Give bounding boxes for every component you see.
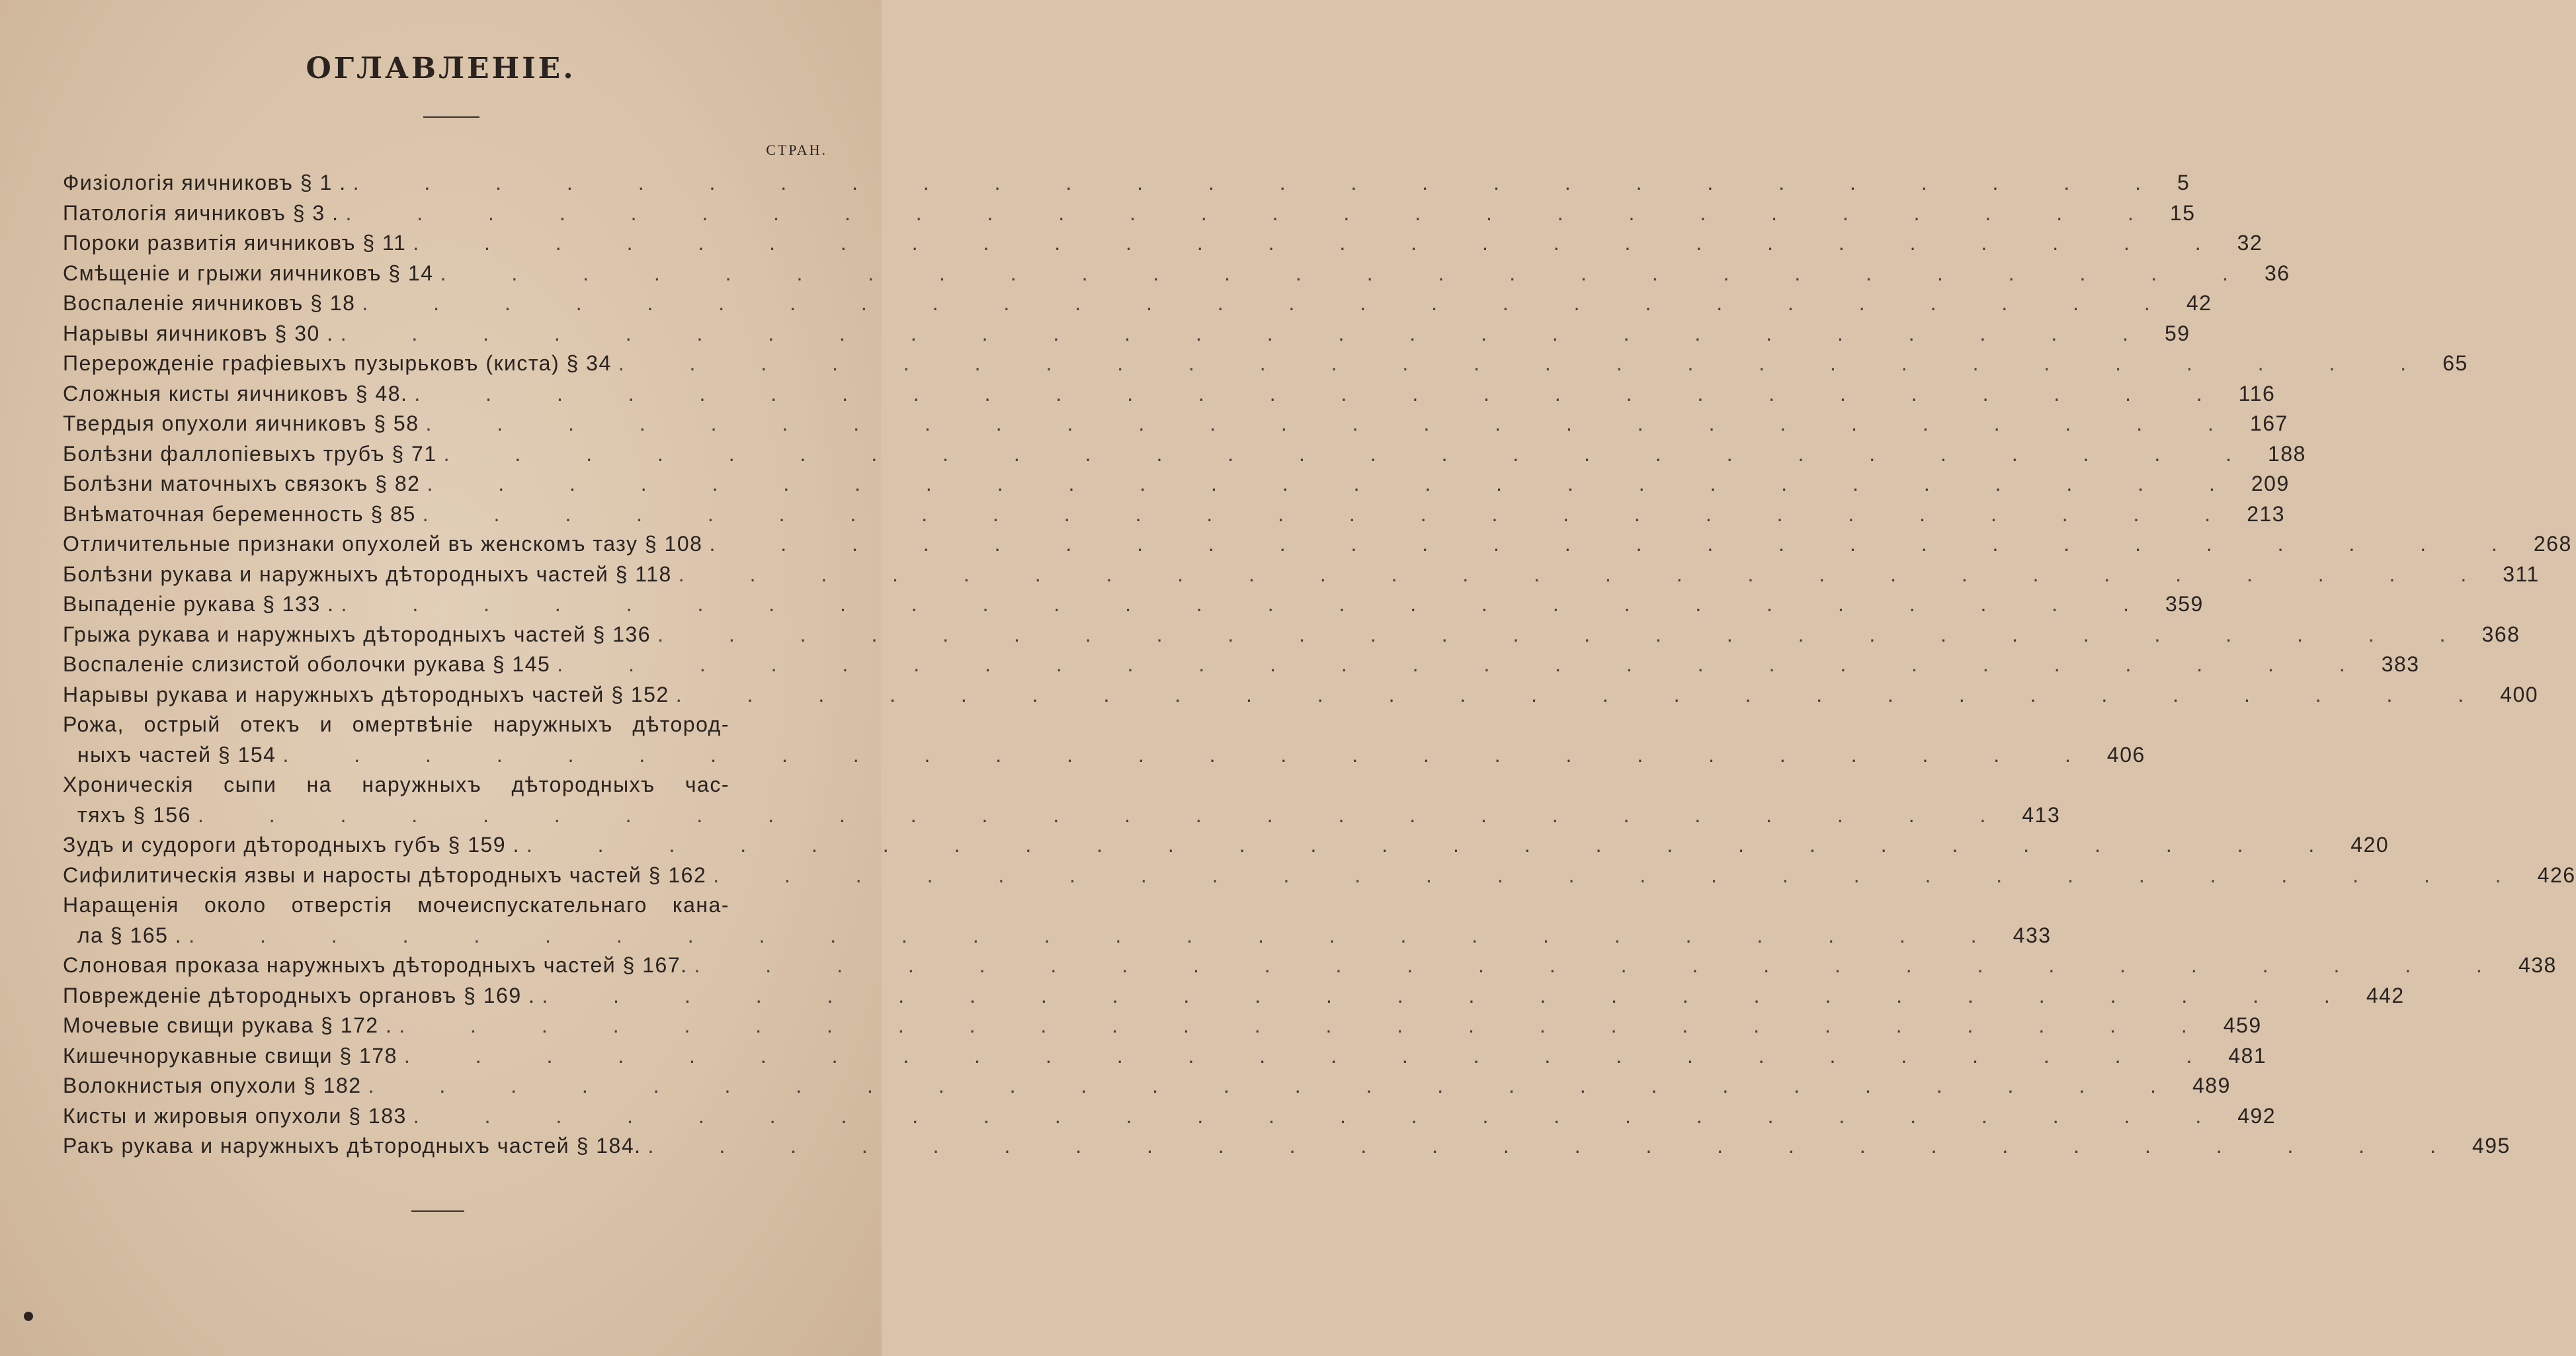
leader-dots: . . . . . . . . . . . . . . . . . . . . . . . . . . bbox=[197, 802, 2016, 827]
toc-entry bbox=[63, 861, 2576, 891]
toc-entry-page: 413 bbox=[2022, 802, 2061, 827]
toc-entry bbox=[63, 981, 2405, 1011]
toc-entry-page: 438 bbox=[2518, 953, 2557, 977]
toc-entry-label: Кисты и жировыя опухоли § 183 bbox=[63, 1103, 407, 1128]
toc-entry-page: 495 bbox=[2472, 1134, 2511, 1158]
toc-entry-label: Нарывы яичниковъ § 30 . bbox=[63, 321, 334, 345]
toc-entry-label: Грыжа рукава и наружныхъ дѣтородныхъ частей § 136 bbox=[63, 622, 651, 646]
toc-entry bbox=[63, 680, 2539, 710]
leader-dots: . . . . . . . . . . . . . . . . . . . . . . . . . . bbox=[362, 291, 2180, 315]
toc-entry-page: 406 bbox=[2106, 742, 2145, 767]
toc-entry-page: 492 bbox=[2237, 1103, 2276, 1128]
toc-entry-label: Внѣматочная беременность § 85 bbox=[63, 501, 416, 526]
toc-entry-label-line1: Рожа, острый отекъ и омертвѣніе наружныхъ дѣтород- bbox=[63, 712, 729, 736]
leader-dots: . . . . . . . . . . . . . . . . . . . . . . . . . . bbox=[345, 200, 2163, 225]
toc-entry-label-line1: Хроническія сыпи на наружныхъ дѣтородныхъ час- bbox=[63, 773, 729, 796]
toc-entry bbox=[63, 319, 2190, 349]
toc-entry-label: Перерожденіе графіевыхъ пузырьковъ (киста) § 34 bbox=[63, 351, 612, 375]
toc-entry bbox=[63, 499, 2286, 530]
bottom-divider bbox=[411, 1210, 464, 1212]
toc-entry bbox=[63, 1101, 2276, 1132]
leader-dots: . . . . . . . . . . . . . . . . . . . . . . . . . . bbox=[709, 532, 2527, 556]
toc-entry-page: 32 bbox=[2237, 231, 2263, 255]
toc-entry bbox=[63, 951, 2557, 981]
toc-entry bbox=[63, 259, 2290, 289]
toc-entry-page: 359 bbox=[2165, 592, 2204, 616]
toc-entry-label: Зудъ и судороги дѣтородныхъ губъ § 159 . bbox=[63, 833, 520, 857]
leader-dots: . . . . . . . . . . . . . . . . . . . . . . . . . . bbox=[413, 1103, 2231, 1128]
toc-entry-page: 42 bbox=[2186, 291, 2212, 315]
toc-entry-label: Патологія яичниковъ § 3 . bbox=[63, 200, 339, 225]
leader-dots: . . . . . . . . . . . . . . . . . . . . . . . . . . bbox=[427, 472, 2245, 495]
toc-entry bbox=[63, 168, 2190, 198]
toc-entry bbox=[63, 379, 2276, 409]
leader-dots: . . . . . . . . . . . . . . . . . . . . . . . . . . bbox=[425, 411, 2243, 435]
toc-entry-page: 481 bbox=[2228, 1043, 2267, 1068]
leader-dots: . . . . . . . . . . . . . . . . . . . . . . . . . . bbox=[440, 261, 2258, 285]
toc-entry-page: 368 bbox=[2481, 622, 2520, 646]
toc-entry-page: 116 bbox=[2238, 381, 2276, 405]
title-divider bbox=[423, 116, 479, 118]
toc-entry-label: Ракъ рукава и наружныхъ дѣтородныхъ частей § 184. bbox=[63, 1134, 642, 1158]
toc-entry bbox=[63, 198, 2196, 229]
toc-entry-page: 188 bbox=[2268, 441, 2306, 466]
leader-dots: . . . . . . . . . . . . . . . . . . . . . . . . . . bbox=[353, 171, 2171, 194]
toc-entry-page: 383 bbox=[2381, 652, 2420, 676]
leader-dots: . . . . . . . . . . . . . . . . . . . . . . . . . . bbox=[443, 441, 2262, 466]
toc-entry-page: 268 bbox=[2533, 532, 2572, 556]
leader-dots: . . . . . . . . . . . . . . . . . . . . . . . . . . bbox=[657, 622, 2475, 646]
leader-dots: . . . . . . . . . . . . . . . . . . . . . . . . . . bbox=[542, 983, 2360, 1007]
toc-entry bbox=[63, 589, 2204, 620]
toc-entry bbox=[63, 620, 2520, 650]
ink-spot bbox=[24, 1312, 33, 1321]
leader-dots: . . . . . . . . . . . . . . . . . . . . . . . . . . bbox=[713, 863, 2531, 887]
toc-entry-page: 433 bbox=[2013, 923, 2052, 947]
toc-entry bbox=[63, 228, 2263, 259]
toc-entry-page: 59 bbox=[2164, 321, 2190, 345]
toc-entry-page: 15 bbox=[2169, 200, 2196, 225]
toc-entry-label: Мочевые свищи рукава § 172 . bbox=[63, 1013, 393, 1037]
toc-entry bbox=[63, 1011, 2262, 1041]
leader-dots: . . . . . . . . . . . . . . . . . . . . . . . . . . bbox=[282, 742, 2100, 767]
leader-dots: . . . . . . . . . . . . . . . . . . . . . . . . . . bbox=[557, 652, 2375, 676]
toc-entry-label: Выпаденіе рукава § 133 . bbox=[63, 592, 335, 616]
toc-entry-label: Кишечнорукавные свищи § 178 bbox=[63, 1043, 397, 1068]
leader-dots: . . . . . . . . . . . . . . . . . . . . . . . . . . bbox=[675, 682, 2494, 706]
toc-entry-page: 36 bbox=[2264, 261, 2290, 285]
toc-entry bbox=[63, 439, 2306, 470]
toc-entry-label: Отличительные признаки опухолей въ женскомъ тазу § 108 bbox=[63, 532, 703, 556]
leader-dots: . . . . . . . . . . . . . . . . . . . . . . . . . . bbox=[399, 1013, 2217, 1037]
toc-entry-label: Смѣщеніе и грыжи яичниковъ § 14 bbox=[63, 261, 434, 285]
toc-entry-page: 5 bbox=[2177, 171, 2190, 194]
toc-entry bbox=[63, 830, 2389, 861]
toc-entry-page: 213 bbox=[2247, 501, 2286, 526]
toc-entry-label-line2: ныхъ частей § 154 bbox=[77, 742, 276, 767]
toc-entry bbox=[63, 770, 2061, 830]
toc-entry bbox=[63, 650, 2420, 680]
toc-entry-page: 311 bbox=[2503, 562, 2540, 586]
toc-entry bbox=[63, 1071, 2231, 1101]
toc-entry-label: Болѣзни маточныхъ связокъ § 82 bbox=[63, 472, 421, 495]
toc-entry-line2 bbox=[63, 740, 2145, 771]
page-title: ОГЛАВЛЕНІЕ. bbox=[306, 52, 576, 85]
leader-dots: . . . . . . . . . . . . . . . . . . . . . . . . . . bbox=[526, 833, 2345, 857]
toc-entry-label: Твердыя опухоли яичниковъ § 58 bbox=[63, 411, 419, 435]
toc-entry bbox=[63, 349, 2468, 379]
toc-entry-label: Слоновая проказа наружныхъ дѣтородныхъ частей § 167. bbox=[63, 953, 688, 977]
toc-entry-page: 489 bbox=[2192, 1074, 2231, 1097]
toc-entry bbox=[63, 409, 2288, 439]
leader-dots: . . . . . . . . . . . . . . . . . . . . . . . . . . bbox=[188, 923, 2007, 947]
table-of-contents bbox=[63, 168, 2576, 1162]
toc-entry-page: 442 bbox=[2366, 983, 2405, 1007]
toc-entry bbox=[63, 560, 2540, 590]
leader-dots: . . . . . . . . . . . . . . . . . . . . . . . . . . bbox=[340, 321, 2158, 345]
toc-entry-label: Поврежденіе дѣтородныхъ органовъ § 169 . bbox=[63, 983, 536, 1007]
leader-dots: . . . . . . . . . . . . . . . . . . . . . . . . . . bbox=[694, 953, 2512, 977]
toc-entry-label: Сложныя кисты яичниковъ § 48. bbox=[63, 381, 408, 405]
leader-dots: . . . . . . . . . . . . . . . . . . . . . . . . . . bbox=[647, 1134, 2466, 1158]
toc-entry-label-line2: тяхъ § 156 bbox=[77, 802, 191, 827]
leader-dots: . . . . . . . . . . . . . . . . . . . . . . . . . . bbox=[368, 1074, 2186, 1097]
toc-entry-page: 426 bbox=[2537, 863, 2576, 887]
toc-entry-label: Сифилитическія язвы и наросты дѣтородныхъ частей § 162 bbox=[63, 863, 707, 887]
toc-entry-label: Пороки развитія яичниковъ § 11 bbox=[63, 231, 407, 255]
toc-entry bbox=[63, 469, 2290, 499]
toc-entry-label-line1: Наращенія около отверстія мочеиспускательнаго кана- bbox=[63, 893, 729, 917]
toc-entry-page: 400 bbox=[2500, 682, 2539, 706]
leader-dots: . . . . . . . . . . . . . . . . . . . . . . . . . . bbox=[403, 1043, 2222, 1068]
toc-entry-label-line2: ла § 165 . bbox=[77, 923, 183, 947]
toc-entry-page: 459 bbox=[2223, 1013, 2262, 1037]
toc-entry-label: Нарывы рукава и наружныхъ дѣтородныхъ частей § 152 bbox=[63, 682, 669, 706]
toc-entry-label: Болѣзни рукава и наружныхъ дѣтородныхъ частей § 118 bbox=[63, 562, 672, 586]
toc-entry-line2 bbox=[63, 921, 2052, 951]
toc-entry-label: Воспаленіе слизистой оболочки рукава § 145 bbox=[63, 652, 551, 676]
page-column-header: СТРАН. bbox=[766, 142, 827, 158]
toc-entry-page: 420 bbox=[2350, 833, 2389, 857]
leader-dots: . . . . . . . . . . . . . . . . . . . . . . . . . . bbox=[413, 231, 2231, 255]
leader-dots: . . . . . . . . . . . . . . . . . . . . . . . . . . bbox=[414, 381, 2232, 405]
toc-entry-label: Болѣзни фаллопіевыхъ трубъ § 71 bbox=[63, 441, 437, 466]
toc-entry-label: Волокнистыя опухоли § 182 bbox=[63, 1074, 362, 1097]
toc-entry bbox=[63, 1131, 2511, 1162]
toc-entry-page: 209 bbox=[2251, 472, 2290, 495]
toc-entry bbox=[63, 288, 2212, 319]
toc-entry-label: Физіологія яичниковъ § 1 . bbox=[63, 171, 347, 194]
leader-dots: . . . . . . . . . . . . . . . . . . . . . . . . . . bbox=[341, 592, 2159, 616]
toc-entry bbox=[63, 890, 2052, 951]
toc-entry bbox=[63, 1041, 2267, 1072]
toc-entry bbox=[63, 710, 2145, 770]
leader-dots: . . . . . . . . . . . . . . . . . . . . . . . . . . bbox=[618, 351, 2436, 375]
toc-entry-page: 65 bbox=[2442, 351, 2468, 375]
leader-dots: . . . . . . . . . . . . . . . . . . . . . . . . . . bbox=[422, 501, 2241, 526]
toc-entry-label: Воспаленіе яичниковъ § 18 bbox=[63, 291, 356, 315]
leader-dots: . . . . . . . . . . . . . . . . . . . . . . . . . . bbox=[678, 562, 2497, 586]
toc-entry bbox=[63, 529, 2572, 560]
toc-entry-page: 167 bbox=[2249, 411, 2288, 435]
toc-entry-line2 bbox=[63, 800, 2061, 831]
